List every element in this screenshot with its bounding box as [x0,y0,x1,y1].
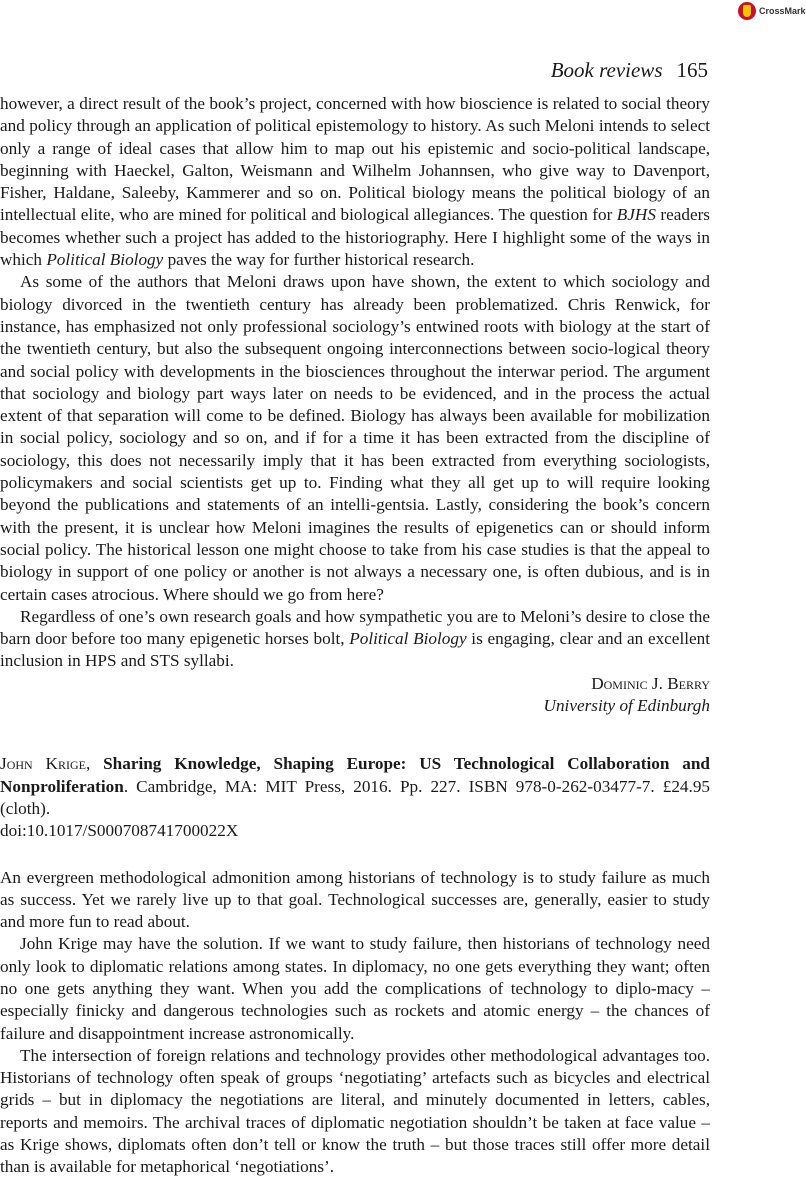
review1-paragraph-2: As some of the authors that Meloni draws upon have shown, the extent to which sociology and biology divorced in the twentieth century has already been problematized. Chris Renwick, for instance, has emphasized not only professional sociology’s entwined roots with biology at the start of the twentieth century, but also the subsequent ongoing interconnections between socio-logical theory and social policy with developments in the biosciences throughout the interwar period. The argument that sociology and biology part ways later on needs to be evidenced, and in the process the actual extent of that separation will come to be defined. Biology has always been available for mobilization in social policy, sociology and so on, and if for a time it has been extracted from the discipline of sociology, this does not necessarily imply that it has been extracted from everything sociologists, policymakers and social scientists get up to. Finding what they all get up to will require looking beyond the publications and statements of an intelli-gentsia. Lastly, considering the book’s concern with the present, it is unclear how Meloni imagines the results of epigenetics can or should inform social policy. The historical lesson one might choose to take from his case studies is that the appeal to biology in support of one policy or another is not always a necessary one, is often dubious, and is in certain cases atrocious. Where should we go from here? [0,272,710,604]
crossmark-label: CrossMark [759,6,806,16]
review2-paragraph-2: John Krige may have the solution. If we want to study failure, then historians of technology need only look to diplomatic relations among states. In diplomacy, no one gets everything they want; often no one gets anything they want. When you add the complications of technology to diplo-macy – especially finicky and dangerous technologies such as rockets and atomic energy – the chances of failure and disappointment increase astronomically. [0,934,710,1043]
italic-title: Political Biology [349,629,467,649]
review1-paragraph-3: Regardless of one’s own research goals and how sympathetic you are to Meloni’s desire to close the barn door before too many epigenetic horses bolt, Political Biology is engaging, clear and an excellent inclusion in HPS and STS syllabi. [0,606,710,671]
italic-title: BJHS [616,205,656,225]
reviewer-name: Dominic J. Berry [591,673,710,693]
review2-paragraph-1: An evergreen methodological admonition among historians of technology is to study failure as much as success. Yet we rarely live up to that goal. Technological successes are, generally, easier to study and more fun to read about. [0,867,710,932]
book-author: John Krige [0,754,86,774]
crossmark-icon [738,2,756,20]
page-body [0,93,710,1179]
review1-paragraph-1: however, a direct result of the book’s project, concerned with how bioscience is related to social theory and policy through an application of political epistemology to history. As such Meloni intends to select only a range of ideal cases that allow him to map out his epistemic and socio-political landscape, beginning with Haeckel, Galton, Weismann and Wilhelm Johannsen, who give way to Davenport, Fisher, Haldane, Saleeby, Kammerer and so on. Political biology means the political biology of an intellectual elite, who are mined for political and biological allegiances. The question for BJHS readers becomes whether such a project has added to the historiography. Here I highlight some of the ways in which Political Biology paves the way for further historical research. [0,94,710,270]
section-title: Book reviews [550,58,663,82]
book-citation: John Krige, Sharing Knowledge, Shaping Europe: US Technological Collaboration and Nonproliferation. Cambridge, MA: MIT Press, 2016. Pp. 227. ISBN 978-0-262-03477-7. £24.95 (cloth). [0,754,711,818]
italic-title: Political Biology [46,250,164,270]
book-title: Sharing Knowledge, Shaping Europe: US Technological Collaboration and Nonproliferation [0,754,710,796]
review2-paragraph-3: The intersection of foreign relations and technology provides other methodological advantages too. Historians of technology often speak of groups ‘negotiating’ artefacts such as bicycles and electrical grids – but in diplomacy the negotiations are literal, and minutely documented in letters, cables, reports and memoirs. The archival traces of diplomatic negotiation shouldn’t be taken at face value – as Krige shows, diplomats often don’t tell or know the truth – but those traces still offer more detail than is available for metaphorical ‘negotiations’. [0,1045,710,1177]
running-head [551,58,708,83]
crossmark-badge[interactable] [738,2,806,20]
doi: doi:10.1017/S000708741700022X [0,821,239,841]
reviewer-affiliation: University of Edinburgh [543,696,710,716]
publication-info: Cambridge, MA: MIT Press, 2016. Pp. 227. ISBN 978-0-262-03477-7. £24.95 (cloth). [0,776,711,818]
page-number: 165 [676,58,708,82]
